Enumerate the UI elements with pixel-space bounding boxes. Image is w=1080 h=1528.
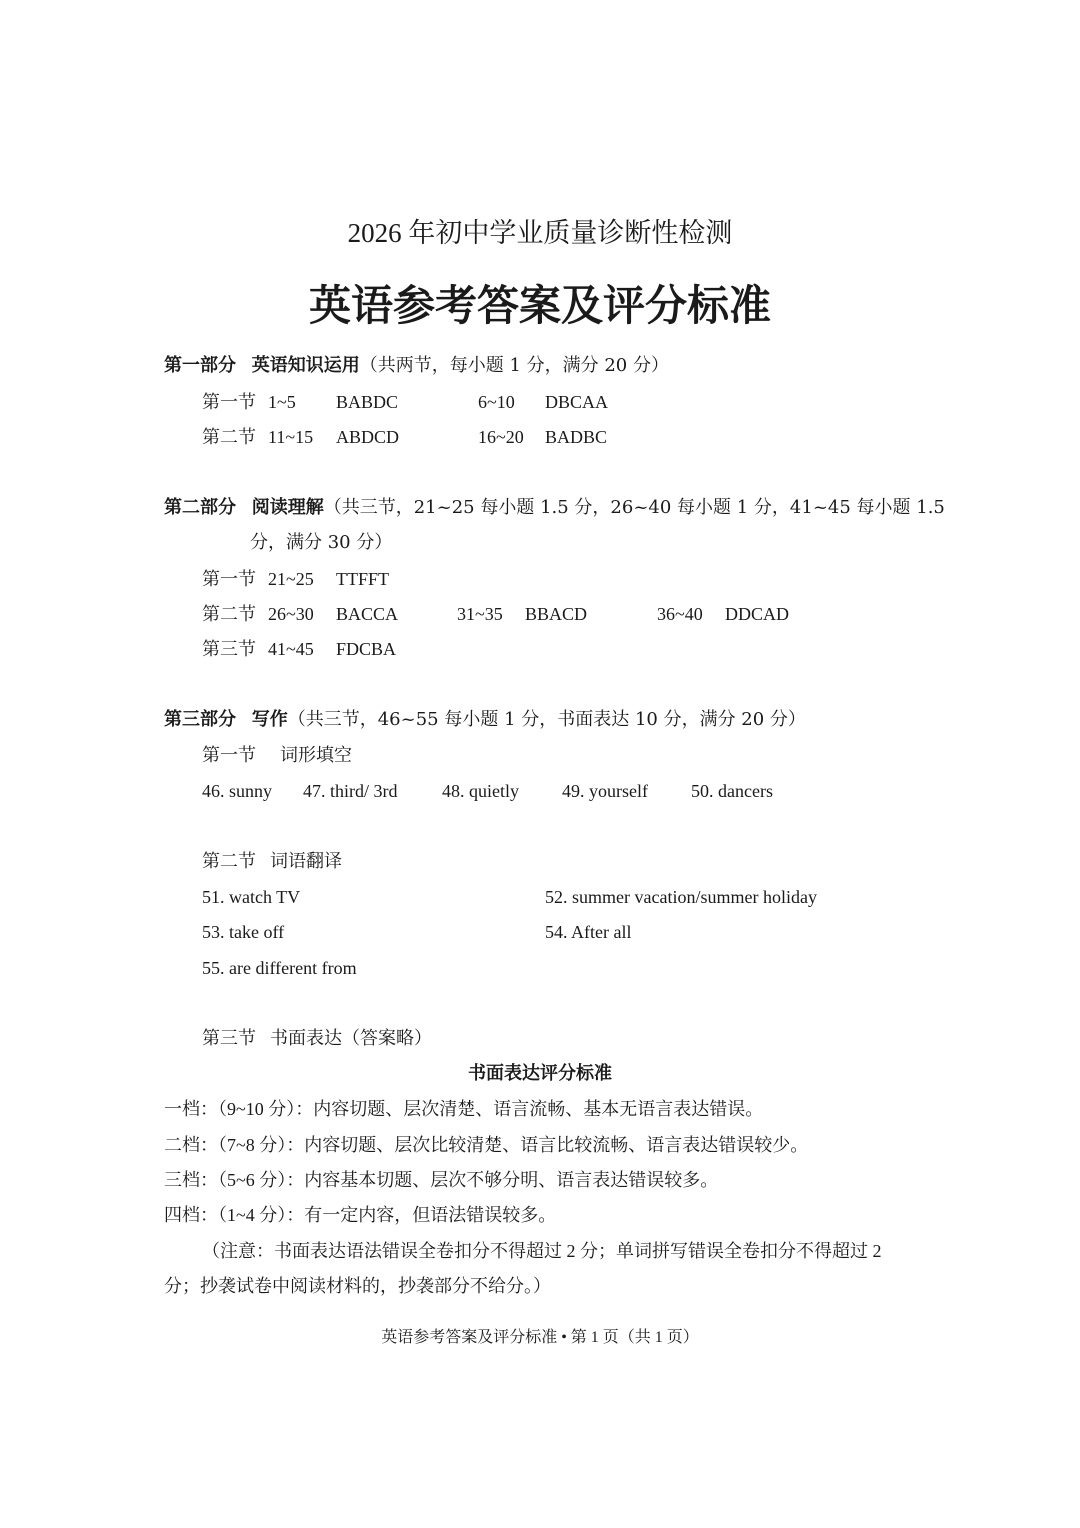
answer-55: 55. are different from (202, 958, 357, 978)
part3-section1-title: 词形填空 (280, 745, 352, 765)
part2-heading (164, 496, 945, 520)
answer-51: 51. watch TV (202, 887, 301, 907)
part1-section1-range-a: 1~5 (268, 392, 296, 412)
answer-52: 52. summer vacation/summer holiday (545, 887, 817, 907)
part2-section3-answers: FDCBA (336, 639, 397, 659)
rubric-title: 书面表达评分标准 (468, 1063, 612, 1084)
part2-name: 阅读理解 (251, 497, 324, 518)
part3-section2-label: 第二节 (202, 851, 256, 871)
part1-label: 第一部分 (164, 355, 236, 376)
part1-section2-range-b: 16~20 (478, 427, 524, 447)
rubric-level-3: 三档：（5~6 分）：内容基本切题、层次不够分明、语言表达错误较多。 (164, 1170, 719, 1190)
part1-section2-range-a: 11~15 (268, 427, 314, 447)
rubric-level-4: 四档：（1~4 分）：有一定内容，但语法错误较多。 (164, 1205, 557, 1225)
answer-53: 53. take off (202, 922, 285, 942)
part2-note-continued: 分，满分 30 分） (250, 532, 393, 553)
part3-section1-label: 第一节 (202, 745, 256, 765)
part3-label: 第三部分 (164, 709, 236, 730)
part1-section1-label: 第一节 (202, 392, 256, 412)
part2-section2-answers-a: BACCA (336, 604, 399, 624)
page-footer: 英语参考答案及评分标准 • 第 1 页（共 1 页） (381, 1329, 699, 1346)
rubric-note: （注意：书面表达语法错误全卷扣分不得超过 2 分；单词拼写错误全卷扣分不得超过 2 (202, 1241, 882, 1261)
part2-section3-label: 第三节 (202, 639, 256, 659)
part2-section2-label: 第二节 (202, 604, 256, 624)
part1-note: （共两节，每小题 1 分，满分 20 分） (359, 355, 669, 376)
rubric-note-continued: 分；抄袭试卷中阅读材料的，抄袭部分不给分。） (164, 1276, 551, 1296)
document-title: 英语参考答案及评分标准 (308, 281, 771, 330)
document-subtitle: 2026 年初中学业质量诊断性检测 (347, 218, 733, 248)
part3-section3-label: 第三节 (202, 1028, 256, 1048)
part2-section2-answers-b: BBACD (525, 604, 588, 624)
part3-section3-title: 书面表达（答案略） (270, 1028, 432, 1048)
part1-heading (164, 354, 669, 378)
part1-section1-answers-a: BABDC (336, 392, 399, 412)
part2-section1-range: 21~25 (268, 569, 314, 589)
part2-section3-range: 41~45 (268, 639, 314, 659)
part1-section2-answers-b: BADBC (545, 427, 608, 447)
rubric-level-1: 一档：（9~10 分）：内容切题、层次清楚、语言流畅、基本无语言表达错误。 (164, 1099, 764, 1119)
part1-section2-answers-a: ABDCD (336, 427, 400, 447)
part3-note: （共三节，46~55 每小题 1 分，书面表达 10 分，满分 20 分） (287, 709, 806, 730)
part3-heading (164, 708, 806, 732)
part2-section1-answers: TTFFT (336, 569, 390, 589)
answer-46: 46. sunny (202, 781, 273, 801)
part2-section1-label: 第一节 (202, 569, 256, 589)
answer-47: 47. third/ 3rd (303, 781, 398, 801)
part2-section2-range-b: 31~35 (457, 604, 503, 624)
part3-name: 写作 (251, 709, 288, 730)
part2-section2-range-c: 36~40 (657, 604, 703, 624)
answer-49: 49. yourself (562, 781, 648, 801)
answer-54: 54. After all (545, 922, 632, 942)
part2-note: （共三节，21~25 每小题 1.5 分，26~40 每小题 1 分，41~45 每小题 1.5 (323, 497, 945, 518)
part2-label: 第二部分 (164, 497, 236, 518)
rubric-level-2: 二档：（7~8 分）：内容切题、层次比较清楚、语言比较流畅、语言表达错误较少。 (164, 1135, 809, 1155)
answer-50: 50. dancers (691, 781, 773, 801)
part1-section2-label: 第二节 (202, 427, 256, 447)
part2-section2-range-a: 26~30 (268, 604, 314, 624)
part2-section2-answers-c: DDCAD (725, 604, 790, 624)
part1-section1-range-b: 6~10 (478, 392, 515, 412)
part1-name: 英语知识运用 (251, 355, 360, 376)
part1-section1-answers-b: DBCAA (545, 392, 609, 412)
part3-section2-title: 词语翻译 (270, 851, 342, 871)
answer-48: 48. quietly (442, 781, 519, 801)
